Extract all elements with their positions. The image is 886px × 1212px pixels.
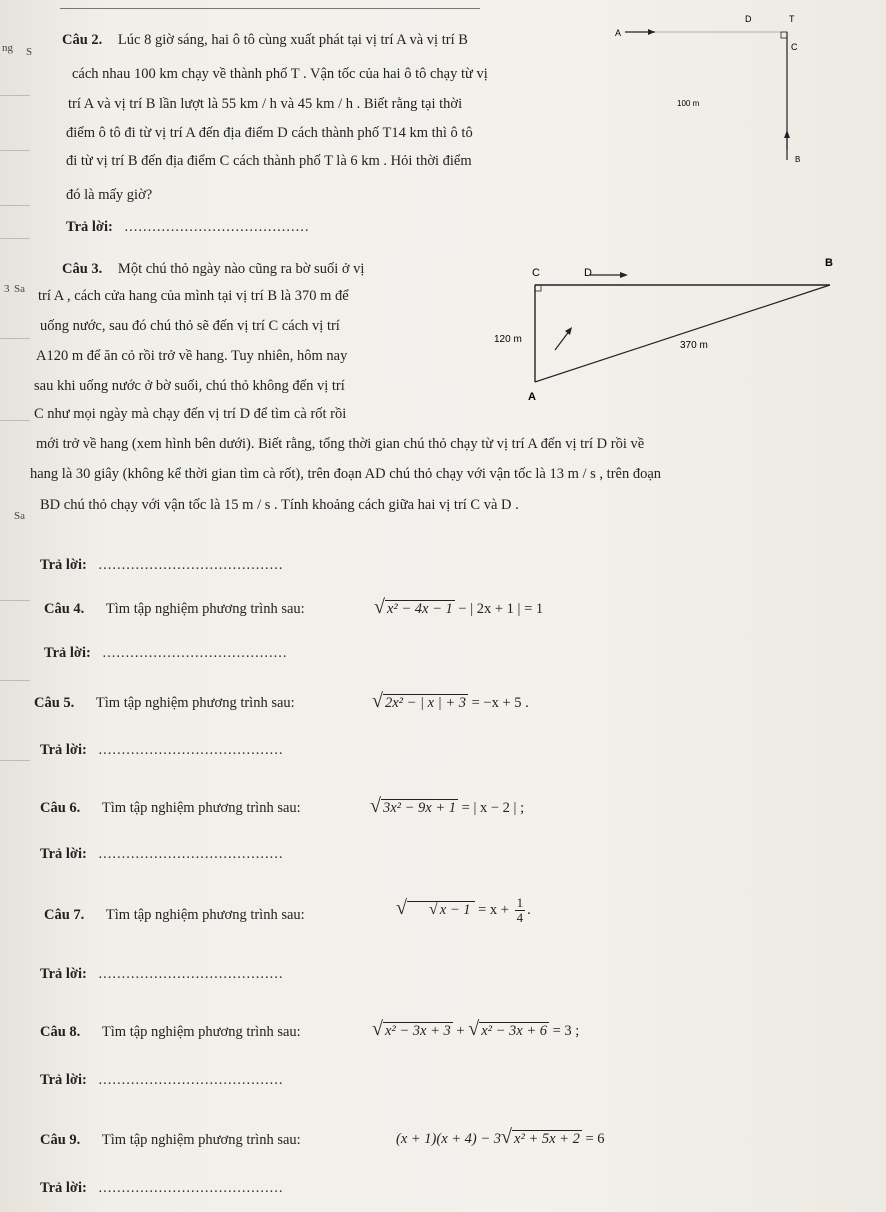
question-text: trí A , cách cửa hang của mình tại vị trí B là 370 m để (38, 288, 349, 304)
question-text: sau khi uống nước ở bờ suối, chú thỏ không đến vị trí (34, 378, 345, 394)
equation-q5: √ 2x² − | x | + 3 = −x + 5 . (372, 690, 529, 712)
answer-line[interactable]: ........................................ (98, 966, 284, 982)
figure-q2 (595, 10, 835, 175)
answer-label: Trả lời: (40, 1180, 87, 1196)
fig-label-370m: 370 m (680, 340, 708, 351)
question-label: Câu 3. (62, 261, 103, 277)
equation-q6: √ 3x² − 9x + 1 = | x − 2 | ; (370, 795, 525, 817)
question-text: C như mọi ngày mà chạy đến vị trí D để tìm cà rốt rồi (34, 406, 347, 422)
answer-line[interactable]: ........................................ (98, 1180, 284, 1196)
question-text: mới trở về hang (xem hình bên dưới). Biết rằng, tổng thời gian chú thỏ chạy từ vị trí A đến vị trí D rồi về (36, 436, 645, 452)
equation-q8: √ x² − 3x + 3 + √ x² − 3x + 6 = 3 ; (372, 1018, 580, 1040)
margin-fragment: Sa (14, 510, 25, 522)
question-label: Câu 6. (40, 800, 81, 816)
answer-label: Trả lời: (44, 645, 91, 661)
question-text: BD chú thỏ chạy với vận tốc là 15 m / s . Tính khoảng cách giữa hai vị trí C và D . (40, 497, 519, 513)
answer-line[interactable]: ........................................ (98, 742, 284, 758)
question-label: Câu 9. (40, 1132, 81, 1148)
answer-line[interactable]: ........................................ (124, 219, 310, 235)
answer-label: Trả lời: (40, 557, 87, 573)
fig-label-A: A (528, 391, 536, 403)
margin-fragment: S (26, 46, 33, 58)
question-text: đó là mấy giờ? (66, 187, 153, 203)
answer-line[interactable]: ........................................ (98, 846, 284, 862)
question-text: uống nước, sau đó chú thỏ sẽ đến vị trí C cách vị trí (40, 318, 340, 334)
figure-q3 (480, 250, 850, 410)
equation-q7: √ √ x − 1 = x + $\frac{1}{4}$ . (396, 895, 531, 925)
question-text: trí A và vị trí B lần lượt là 55 km / h và 45 km / h . Biết rằng tại thời (68, 96, 463, 112)
answer-label: Trả lời: (40, 846, 87, 862)
margin-fragment: Sa (14, 283, 25, 295)
question-text: điểm ô tô đi từ vị trí A đến địa điểm D cách thành phố T14 km thì ô tô (66, 125, 473, 141)
answer-line[interactable]: ........................................ (98, 1072, 284, 1088)
question-text: Tìm tập nghiệm phương trình sau: (105, 907, 305, 923)
question-text: Lúc 8 giờ sáng, hai ô tô cùng xuất phát tại vị trí A và vị trí B (117, 32, 468, 48)
fig-label-B: B (795, 155, 801, 164)
question-text: Một chú thỏ ngày nào cũng ra bờ suối ở vị (117, 261, 365, 277)
fig-label-C: C (791, 42, 798, 52)
question-label: Câu 2. (62, 32, 103, 48)
question-label: Câu 4. (44, 601, 85, 617)
fig-label-C: C (532, 267, 540, 279)
top-rule (60, 8, 480, 9)
question-label: Câu 5. (34, 695, 75, 711)
question-label: Câu 8. (40, 1024, 81, 1040)
fig-label-B: B (825, 257, 833, 269)
question-text: cách nhau 100 km chạy về thành phố T . Vận tốc của hai ô tô chạy từ vị (72, 66, 488, 82)
margin-fragment: 3 (4, 283, 10, 295)
answer-line[interactable]: ........................................ (102, 645, 288, 661)
question-text: A120 m để ăn cỏ rồi trở về hang. Tuy nhiên, hôm nay (36, 348, 348, 364)
answer-label: Trả lời: (40, 1072, 87, 1088)
fig-label-D: D (745, 14, 752, 24)
fig-label-T: T (789, 14, 795, 24)
fig-label-distance: 100 m (677, 99, 700, 108)
equation-q9: (x + 1)(x + 4) − 3√ x² + 5x + 2 = 6 (396, 1126, 605, 1148)
answer-line[interactable]: ........................................ (98, 557, 284, 573)
fig-label-120m: 120 m (494, 334, 522, 345)
answer-label: Trả lời: (66, 219, 113, 235)
question-text: Tìm tập nghiệm phương trình sau: (101, 1024, 301, 1040)
answer-label: Trả lời: (40, 742, 87, 758)
question-text: Tìm tập nghiệm phương trình sau: (95, 695, 295, 711)
question-text: Tìm tập nghiệm phương trình sau: (101, 1132, 301, 1148)
fig-label-D: D (584, 267, 592, 279)
question-text: Tìm tập nghiệm phương trình sau: (101, 800, 301, 816)
question-text: hang là 30 giây (không kể thời gian tìm cà rốt), trên đoạn AD chú thỏ chạy với vận tốc là 13 m / s , trên đoạn (30, 466, 662, 482)
margin-fragment: ng (2, 42, 13, 54)
fig-label-A: A (615, 28, 622, 38)
equation-q4: √ x² − 4x − 1 − | 2x + 1 | = 1 (374, 596, 544, 618)
question-text: đi từ vị trí B đến địa điểm C cách thành phố T là 6 km . Hỏi thời điểm (66, 153, 472, 169)
question-text: Tìm tập nghiệm phương trình sau: (105, 601, 305, 617)
question-label: Câu 7. (44, 907, 85, 923)
answer-label: Trả lời: (40, 966, 87, 982)
